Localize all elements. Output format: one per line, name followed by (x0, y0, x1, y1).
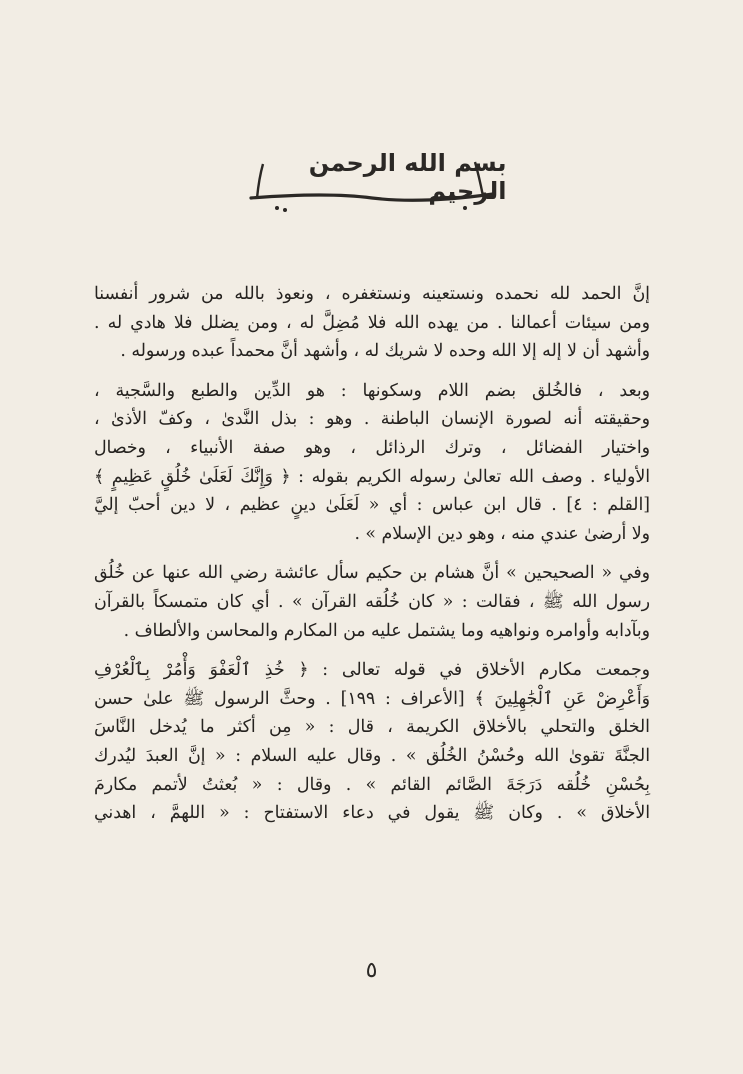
text-line: الخلق والتحلي بالأخلاق الكريمة ، قال : « مِن أكثر ما يُدخل النَّاسَ (94, 717, 650, 738)
text-line: إنَّ الحمد لله نحمده ونستعينه ونستغفره ، ونعوذ بالله من شرور أنفسنا (94, 284, 650, 304)
basmala-calligraphy (237, 148, 507, 218)
paragraph-sahihayn (94, 559, 650, 645)
paragraph-makarim (94, 656, 650, 828)
paragraph-intro (94, 280, 650, 366)
text-line: بِحُسْنِ خُلُقه دَرَجَةَ الصَّائم القائم » . وقال : « بُعثتُ لأتمم مكارمَ (94, 774, 650, 795)
text-line: رسول الله ﷺ ، فقالت : « كان خُلُقه القرآن » . أي كان متمسكاً بالقرآن (94, 591, 650, 612)
text-line: وأشهد أن لا إله إلا الله وحده لا شريك له ، وأشهد أنَّ محمداً عبده ورسوله . (120, 341, 650, 362)
text-line: وحقيقته أنه لصورة الإنسان الباطنة . وهو : بذل النَّدىٰ ، وكفّ الأذىٰ ، (94, 409, 650, 430)
text-line: ولا أرضىٰ عندي منه ، وهو دين الإسلام » . (354, 523, 650, 544)
page-body-text (94, 280, 650, 828)
page-number: ٥ (365, 958, 378, 983)
basmala-heading (0, 148, 743, 218)
text-line: الجنَّةَ تقوىٰ الله وحُسْنُ الخُلُق » . وقال عليه السلام : « إنَّ العبدَ ليُدرك (94, 745, 650, 766)
text-line: الأخلاق » . وكان ﷺ يقول في دعاء الاستفتاح : « اللهمَّ ، اهدني (94, 803, 650, 824)
text-line: واختيار الفضائل ، وترك الرذائل ، وهو صفة الأنبياء ، وخصال (94, 437, 650, 458)
text-line: الأولياء . وصف الله تعالىٰ رسوله الكريم بقوله : ﴿ وَإِنَّكَ لَعَلَىٰ خُلُقٍ عَظِيمٍ ﴾ (94, 466, 650, 487)
text-line: وبعد ، فالخُلق بضم اللام وسكونها : هو الدِّين والطبع والسَّجية ، (94, 380, 650, 401)
basmala-text: بسم الله الرحمن الرحيم (308, 149, 507, 205)
paragraph-gap (94, 645, 650, 656)
text-line: ومن سيئات أعمالنا . من يهده الله فلا مُضِلَّ له ، ومن يضلل فلا هادي له . (94, 312, 650, 333)
paragraph-gap (94, 366, 650, 377)
text-line: وفي « الصحيحين » أنَّ هشام بن حكيم سأل عائشة رضي الله عنها عن خُلُق (94, 563, 650, 584)
text-line: وجمعت مكارم الأخلاق في قوله تعالى : ﴿ خُذِ ٱلْعَفْوَ وَأْمُرْ بِٱلْعُرْفِ (94, 660, 650, 681)
text-line: وَأَعْرِضْ عَنِ ٱلْجَٰهِلِينَ ﴾ [الأعراف : ١٩٩] . وحثَّ الرسول ﷺ علىٰ حسن (94, 688, 651, 709)
paragraph-gap (94, 548, 650, 559)
text-line: [القلم : ٤] . قال ابن عباس : أي « لَعَلَىٰ دينٍ عظيم ، لا دين أحبّ إليَّ (94, 495, 650, 516)
text-line: وبآدابه وأوامره ونواهيه وما يشتمل عليه من المكارم والمحاسن والألطاف . (123, 620, 650, 641)
paragraph-definition (94, 377, 650, 549)
